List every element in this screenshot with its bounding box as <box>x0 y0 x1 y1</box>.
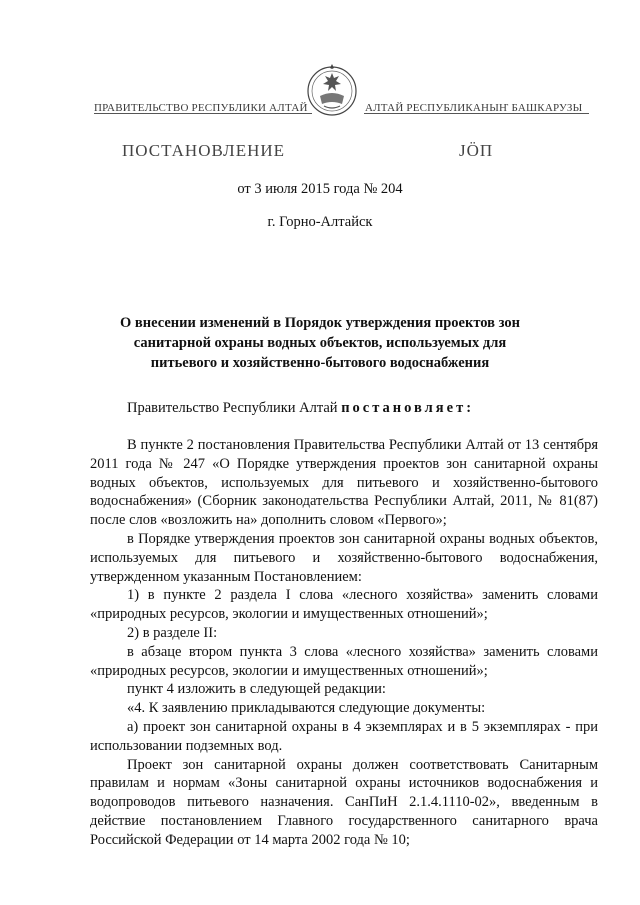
paragraph: в Порядке утверждения проектов зон санитарной охраны водных объектов, используемых для питьевого и хозяйственно-бытового водоснабжения, утвержденном указанным Постановлением: <box>90 530 598 585</box>
document-type-ru: ПОСТАНОВЛЕНИЕ <box>122 141 286 160</box>
intro-verb: постановляет: <box>341 400 475 416</box>
paragraph: 1) в пункте 2 раздела I слова «лесного хозяйства» заменить словами «природных ресурсов, экологии и имущественных отношений»; <box>90 587 598 623</box>
paragraph: пункт 4 изложить в следующей редакции: <box>127 681 386 698</box>
paragraph: 2) в разделе II: <box>127 624 218 641</box>
paragraph: а) проект зон санитарной охраны в 4 экземплярах и в 5 экземплярах - при использовании подземных вод. <box>90 718 598 754</box>
document-type-alt: ЈӦП <box>459 141 494 160</box>
intro-subject: Правительство Республики Алтай <box>127 400 338 416</box>
paragraph: Проект зон санитарной охраны должен соответствовать Санитарным правилам и нормам «Зоны санитарной охраны источников водоснабжения и водопроводов питьевого назначения. СанПиН 2.1.4.1110-02», введенным в действие постановлением Главного государственного санитарного врача Российской Федерации от 14 марта 2002 года № 10; <box>90 756 598 848</box>
paragraph: в абзаце втором пункта 3 слова «лесного хозяйства» заменить словами «природных ресурсов, экологии и имущественных отношений»; <box>90 643 598 679</box>
header-government-ru: ПРАВИТЕЛЬСТВО РЕСПУБЛИКИ АЛТАЙ <box>94 102 308 114</box>
date-number: от 3 июля 2015 года № 204 <box>237 181 403 197</box>
city: г. Горно-Алтайск <box>267 214 373 230</box>
paragraph: «4. К заявлению прикладываются следующие документы: <box>127 700 486 717</box>
coat-of-arms-icon <box>306 60 358 122</box>
header-government-alt: АЛТАЙ РЕСПУБЛИКАНЫҤ БАШКАРУЗЫ <box>365 102 583 114</box>
document-title: О внесении изменений в Порядок утверждения проектов зон санитарной охраны водных объектов, используемых для питьевого и хозяйственно-бытового водоснабжения <box>120 315 520 371</box>
intro-line <box>127 400 474 417</box>
paragraph: В пункте 2 постановления Правительства Республики Алтай от 13 сентября 2011 года № 247 «О Порядке утверждения проектов зон санитарной охраны водных объектов, используемых для питьевого и хозяйственно-бытового водоснабжения» (Сборник законодательства Республики Алтай, 2011, № 81(87) после слов «возложить на» дополнить словом «Первого»; <box>90 437 598 529</box>
document-body <box>90 436 598 850</box>
